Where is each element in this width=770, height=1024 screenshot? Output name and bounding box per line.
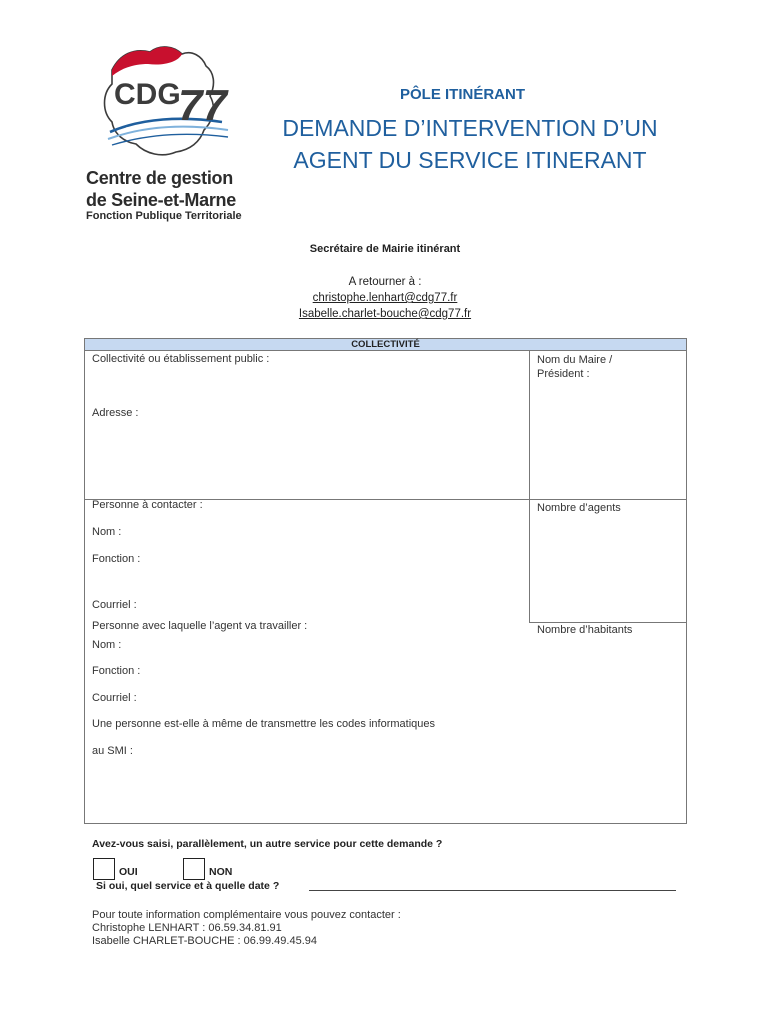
fonction-field-1[interactable]: Fonction : bbox=[92, 553, 141, 565]
contact-line3: Isabelle CHARLET-BOUCHE : 06.99.49.45.94 bbox=[92, 935, 318, 947]
return-label: A retourner à : bbox=[348, 276, 422, 288]
nom-maire-field[interactable] bbox=[537, 353, 612, 381]
nom-field-1[interactable]: Nom : bbox=[92, 526, 122, 538]
si-oui-answer-line[interactable] bbox=[309, 890, 676, 891]
return-info bbox=[0, 274, 770, 322]
nom-field-2[interactable]: Nom : bbox=[92, 639, 122, 651]
column-divider bbox=[529, 351, 530, 623]
nombre-habitants-field[interactable]: Nombre d’habitants bbox=[537, 624, 633, 636]
title-line2: AGENT DU SERVICE ITINERANT bbox=[293, 147, 647, 173]
codes-question-line1: Une personne est-elle à même de transmettre les codes informatiques bbox=[92, 718, 436, 730]
collectivite-field[interactable]: Collectivité ou établissement public : bbox=[92, 353, 270, 365]
adresse-field[interactable]: Adresse : bbox=[92, 407, 139, 419]
document-title bbox=[250, 112, 690, 176]
contact-line2: Christophe LENHART : 06.59.34.81.91 bbox=[92, 922, 282, 934]
logo-acronym: CDG bbox=[114, 78, 181, 111]
fonction-field-2[interactable]: Fonction : bbox=[92, 665, 141, 677]
codes-question-line2[interactable]: au SMI : bbox=[92, 745, 133, 757]
personne-contact-field[interactable]: Personne à contacter : bbox=[92, 499, 203, 511]
oui-checkbox[interactable] bbox=[93, 858, 115, 880]
contact-info bbox=[92, 909, 401, 948]
logo-org-line2: de Seine-et-Marne bbox=[86, 190, 236, 210]
row-divider-2 bbox=[529, 622, 687, 623]
nombre-agents-field[interactable]: Nombre d’agents bbox=[537, 502, 621, 514]
logo-org-line3: Fonction Publique Territoriale bbox=[86, 210, 242, 222]
table-header: COLLECTIVITÉ bbox=[84, 338, 687, 351]
other-service-question: Avez-vous saisi, parallèlement, un autre service pour cette demande ? bbox=[92, 838, 443, 850]
si-oui-question: Si oui, quel service et à quelle date ? bbox=[96, 880, 280, 892]
document-subtitle: Secrétaire de Mairie itinérant bbox=[309, 243, 461, 255]
title-line1: DEMANDE D’INTERVENTION D’UN bbox=[282, 115, 658, 141]
nom-maire-label-1: Nom du Maire / bbox=[537, 354, 613, 366]
courriel-field-2[interactable]: Courriel : bbox=[92, 692, 137, 704]
contact-line1: Pour toute information complémentaire vous pouvez contacter : bbox=[92, 909, 401, 921]
nom-maire-label-2: Président : bbox=[537, 368, 590, 380]
non-label: NON bbox=[209, 866, 233, 878]
non-checkbox[interactable] bbox=[183, 858, 205, 880]
email-link-2[interactable]: Isabelle.charlet-bouche@cdg77.fr bbox=[298, 308, 472, 320]
courriel-field-1[interactable]: Courriel : bbox=[92, 599, 137, 611]
email-link-1[interactable]: christophe.lenhart@cdg77.fr bbox=[312, 292, 458, 304]
oui-label: OUI bbox=[119, 866, 138, 878]
logo-number: 77 bbox=[178, 81, 227, 130]
pole-heading: PÔLE ITINÉRANT bbox=[400, 86, 526, 103]
personne-agent-field[interactable]: Personne avec laquelle l’agent va travailler : bbox=[92, 620, 308, 632]
collectivite-table bbox=[84, 338, 687, 824]
logo-org-line1: Centre de gestion bbox=[86, 168, 233, 188]
